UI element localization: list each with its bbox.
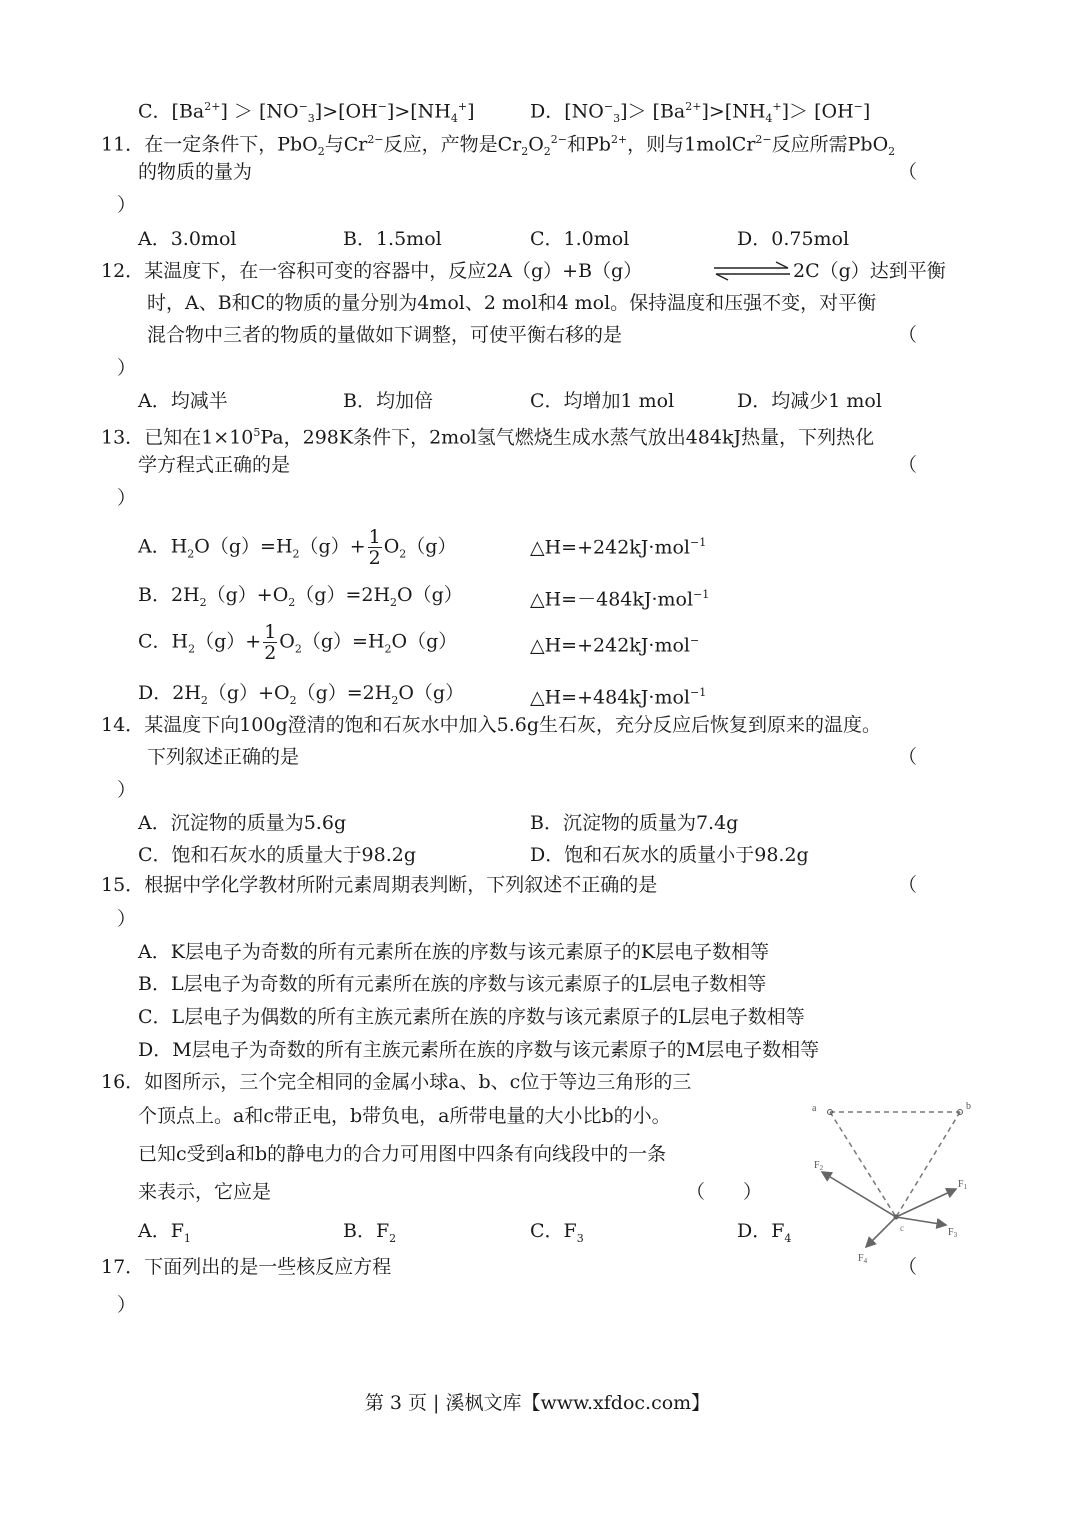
q13-dh-c: △H=+242kJ·mol− — [530, 634, 700, 657]
q16-line3: 已知c受到a和b的静电力的合力可用图中四条有向线段中的一条 — [138, 1143, 667, 1165]
q16-line4: 来表示，它应是 — [138, 1181, 272, 1203]
q11-line2: 的物质的量为 — [138, 161, 253, 183]
q14-option-a: A．沉淀物的质量为5.6g — [138, 812, 347, 834]
q11-open-paren: （ — [898, 161, 918, 183]
q12-line3: 混合物中三者的物质的量做如下调整，可使平衡右移的是 — [147, 324, 623, 346]
q13-dh-a: △H=+242kJ·mol$^{-1}$ — [530, 536, 707, 559]
q12-close-paren: ） — [117, 357, 137, 379]
q15-option-d: D．M层电子为奇数的所有主族元素所在族的序数与该元素原子的M层电子数相等 — [138, 1039, 820, 1061]
q13-line1: 13．已知在$1\times 10^5Pa$，298K条件下，2mol氢气燃烧生成水蒸气放出484kJ热量，下列热化 — [101, 426, 875, 449]
vector-f1 — [896, 1189, 956, 1217]
q17-close-paren: ） — [117, 1294, 137, 1316]
equilibrium-arrow-icon — [712, 260, 792, 282]
q16-option-c: C．$F_3$ — [530, 1220, 584, 1245]
page-footer: 第 3 页 | 溪枫文库【www.xfdoc.com】 — [364, 1392, 711, 1414]
q15-open-paren: （ — [898, 874, 918, 896]
q14-option-b: B．沉淀物的质量为7.4g — [530, 812, 739, 834]
vector-f4 — [866, 1217, 896, 1247]
q14-line1: 14．某温度下向100g澄清的饱和石灰水中加入5.6g生石灰，充分反应后恢复到原来的温度。 — [101, 714, 881, 736]
q12-open-paren: （ — [898, 324, 918, 346]
q16-option-d: D．$F_4$ — [737, 1220, 792, 1245]
q14-option-c: C．饱和石灰水的质量大于98.2g — [138, 844, 417, 866]
label-f3: $F_3$ — [948, 1227, 958, 1239]
q12-line2: 时，A、B和C的物质的量分别为4mol、2 mol和4 mol。保持温度和压强不变，对平衡 — [147, 292, 877, 314]
q11-option-b: B．1.5mol — [343, 228, 442, 250]
q17-line1: 17．下面列出的是一些核反应方程 — [101, 1256, 392, 1278]
q12-option-a: A．均减半 — [138, 390, 228, 412]
label-a: a — [812, 1103, 817, 1114]
triangle-edge-ac — [830, 1112, 896, 1217]
label-f1: $F_1$ — [958, 1179, 968, 1191]
q12-line1a: 12．某温度下，在一容积可变的容器中，反应2A（g）+B（g） — [101, 260, 643, 282]
q16-force-diagram — [808, 1095, 988, 1270]
q16-answer-paren: （ ） — [686, 1181, 763, 1203]
q15-close-paren: ） — [117, 908, 137, 930]
label-b: b — [966, 1101, 971, 1112]
q13-option-d: D．$2H_2(g)+O_2(g)=2H_2O(g)$ — [138, 682, 465, 707]
q15-option-a: A．K层电子为奇数的所有元素所在族的序数与该元素原子的K层电子数相等 — [138, 941, 770, 963]
q14-open-paren: （ — [898, 746, 918, 768]
q15-option-c: C．L层电子为偶数的所有主族元素所在族的序数与该元素原子的L层电子数相等 — [138, 1006, 805, 1028]
q11-option-a: A．3.0mol — [138, 228, 237, 250]
q11-option-d: D．0.75mol — [737, 228, 850, 250]
q10-option-c: C．$[Ba^{2+}] > [NO^-_3]>[OH^-]>[NH_4^+]$ — [138, 100, 475, 126]
q11-line1: 11．在一定条件下，PbO$_2$与$Cr^{2-}$反应，产物是$Cr_2O_2^{2-}$和$Pb^{2+}$，则与1molCr$^{2-}$反应所需PbO$_2$ — [101, 133, 896, 159]
q13-option-a: A．$H_2O(g)=H_2(g)+$ $\frac{1}{2}$ $O_2(g)$ — [138, 526, 457, 569]
q12-option-d: D．均减少1 mol — [737, 390, 882, 412]
q12-option-c: C．均增加1 mol — [530, 390, 675, 412]
label-f2: $F_2$ — [814, 1160, 824, 1172]
label-f4: $F_4$ — [858, 1253, 868, 1265]
q15-option-b: B．L层电子为奇数的所有元素所在族的序数与该元素原子的L层电子数相等 — [138, 973, 767, 995]
q14-line2: 下列叙述正确的是 — [147, 746, 300, 768]
q13-option-b: B．$2H_2(g)+O_2(g)=2H_2O(g)$ — [138, 584, 463, 609]
q16-option-a: A．$F_1$ — [138, 1220, 191, 1245]
q14-option-d: D．饱和石灰水的质量小于98.2g — [530, 844, 809, 866]
q11-close-paren: ） — [117, 194, 137, 216]
q11-option-c: C．1.0mol — [530, 228, 630, 250]
q12-line1b: 2C（g）达到平衡 — [793, 260, 946, 282]
q13-line2: 学方程式正确的是 — [138, 454, 291, 476]
q12-option-b: B．均加倍 — [343, 390, 433, 412]
q13-dh-b: △H=－484kJ·mol$^{-1}$ — [530, 588, 710, 611]
vector-f2 — [822, 1172, 896, 1217]
q13-dh-d: △H=+484kJ·mol$^{-1}$ — [530, 686, 707, 709]
label-c: c — [900, 1223, 904, 1233]
q17-open-paren: （ — [898, 1256, 918, 1278]
q13-option-c: C．$H_2(g)+$ $\frac{1}{2}$ $O_2(g)=H_2O(g)$ — [138, 621, 458, 664]
q16-line1: 16．如图所示，三个完全相同的金属小球a、b、c位于等边三角形的三 — [101, 1071, 692, 1093]
q13-open-paren: （ — [898, 454, 918, 476]
q14-close-paren: ） — [117, 779, 137, 801]
q15-line1: 15．根据中学化学教材所附元素周期表判断，下列叙述不正确的是 — [101, 874, 658, 896]
q13-close-paren: ） — [117, 487, 137, 509]
q16-line2: 个顶点上。a和c带正电，b带负电，a所带电量的大小比b的小。 — [138, 1105, 671, 1127]
q16-option-b: B．$F_2$ — [343, 1220, 397, 1245]
q10-option-d: D．$[NO^-_3]> [Ba^{2+}]>[NH_4^+]> [OH^-]$ — [530, 100, 871, 126]
